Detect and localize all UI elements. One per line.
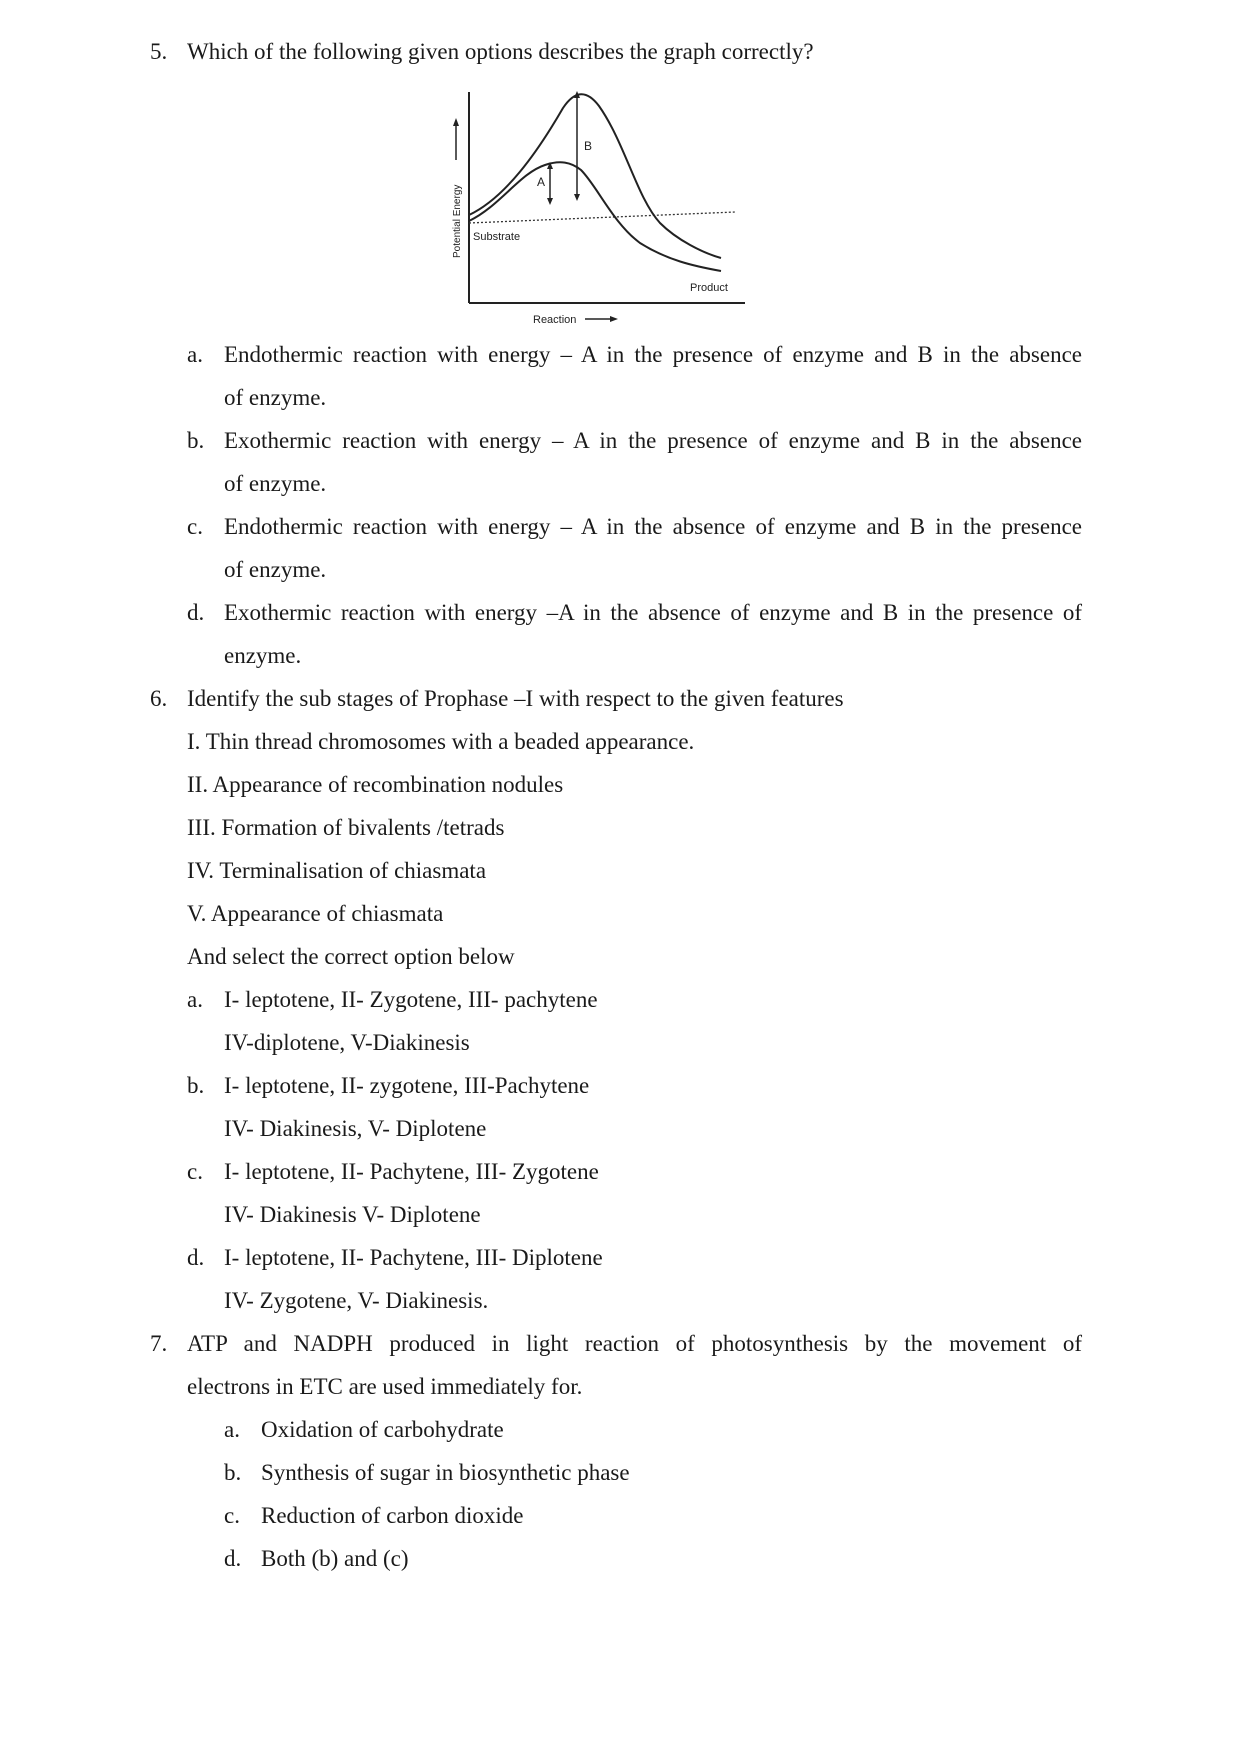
q5-option-c-letter: c. [187, 514, 203, 539]
q6-option-a-line2: IV-diplotene, V-Diakinesis [224, 1030, 470, 1055]
q5-option-b-letter: b. [187, 428, 205, 453]
q6-number: 6. [150, 686, 168, 711]
q6-option-c-letter: c. [187, 1159, 203, 1184]
q5-option-d-line2: enzyme. [224, 643, 302, 668]
q5-question-text: Which of the following given options describes the graph correctly? [187, 39, 814, 64]
q6-option-b-letter: b. [187, 1073, 205, 1098]
q5-option-d-line1: Exothermic reaction with energy –A in the absence of enzyme and B in the presence of [224, 600, 1082, 625]
q6-option-a-letter: a. [187, 987, 203, 1012]
label-a: A [537, 175, 546, 189]
substrate-label: Substrate [473, 231, 521, 243]
q5-option-b-line1: Exothermic reaction with energy – A in the presence of enzyme and B in the absence [224, 428, 1082, 453]
q7-option-b-text: Synthesis of sugar in biosynthetic phase [261, 1460, 630, 1485]
q6-option-d-line1: I- leptotene, II- Pachytene, III- Diplotene [224, 1245, 603, 1270]
q7-option-d-text: Both (b) and (c) [261, 1546, 409, 1571]
q6-feature-2: II. Appearance of recombination nodules [187, 772, 564, 797]
y-axis-arrowhead [453, 118, 459, 126]
q5-option-d-letter: d. [187, 600, 205, 625]
q7-question-line2: electrons in ETC are used immediately for. [187, 1374, 583, 1399]
q7-question-line1: ATP and NADPH produced in light reaction of photosynthesis by the movement of [187, 1331, 1082, 1356]
q6-feature-3: III. Formation of bivalents /tetrads [187, 815, 505, 840]
q5-number: 5. [150, 39, 168, 64]
q7-number: 7. [150, 1331, 168, 1356]
q6-instruction: And select the correct option below [187, 944, 515, 969]
q6-option-b-line2: IV- Diakinesis, V- Diplotene [224, 1116, 487, 1141]
q6-option-c-line2: IV- Diakinesis V- Diplotene [224, 1202, 481, 1227]
q5-option-a-letter: a. [187, 342, 203, 367]
q7-option-a-text: Oxidation of carbohydrate [261, 1417, 504, 1442]
q7-option-c-text: Reduction of carbon dioxide [261, 1503, 524, 1528]
q6-question-text: Identify the sub stages of Prophase –I with respect to the given features [187, 686, 844, 711]
q6-feature-5: V. Appearance of chiasmata [187, 901, 444, 926]
label-b: B [584, 139, 593, 153]
q7-option-a-letter: a. [224, 1417, 240, 1442]
q5-option-c-line1: Endothermic reaction with energy – A in the absence of enzyme and B in the presence [224, 514, 1082, 539]
product-label: Product [690, 282, 728, 294]
q6-option-d-letter: d. [187, 1245, 205, 1270]
x-axis-arrowhead [610, 316, 618, 322]
q5-option-a-line2: of enzyme. [224, 385, 327, 410]
y-axis-label: Potential Energy [452, 184, 463, 258]
q7-option-d-letter: d. [224, 1546, 242, 1571]
q5-option-b-line2: of enzyme. [224, 471, 327, 496]
q6-option-b-line1: I- leptotene, II- zygotene, III-Pachytene [224, 1073, 590, 1098]
q5-option-c-line2: of enzyme. [224, 557, 327, 582]
x-axis-label: Reaction [533, 314, 577, 326]
q6-option-c-line1: I- leptotene, II- Pachytene, III- Zygotene [224, 1159, 599, 1184]
q7-option-b-letter: b. [224, 1460, 242, 1485]
substrate-level-line [469, 212, 735, 223]
q6-feature-4: IV. Terminalisation of chiasmata [187, 858, 487, 883]
q6-option-d-line2: IV- Zygotene, V- Diakinesis. [224, 1288, 489, 1313]
q6-option-a-line1: I- leptotene, II- Zygotene, III- pachytene [224, 987, 598, 1012]
energy-graph [445, 88, 765, 333]
q7-option-c-letter: c. [224, 1503, 240, 1528]
q5-option-a-line1: Endothermic reaction with energy – A in the presence of enzyme and B in the absence [224, 342, 1082, 367]
q6-feature-1: I. Thin thread chromosomes with a beaded appearance. [187, 729, 695, 754]
curve-with-enzyme [469, 162, 721, 271]
